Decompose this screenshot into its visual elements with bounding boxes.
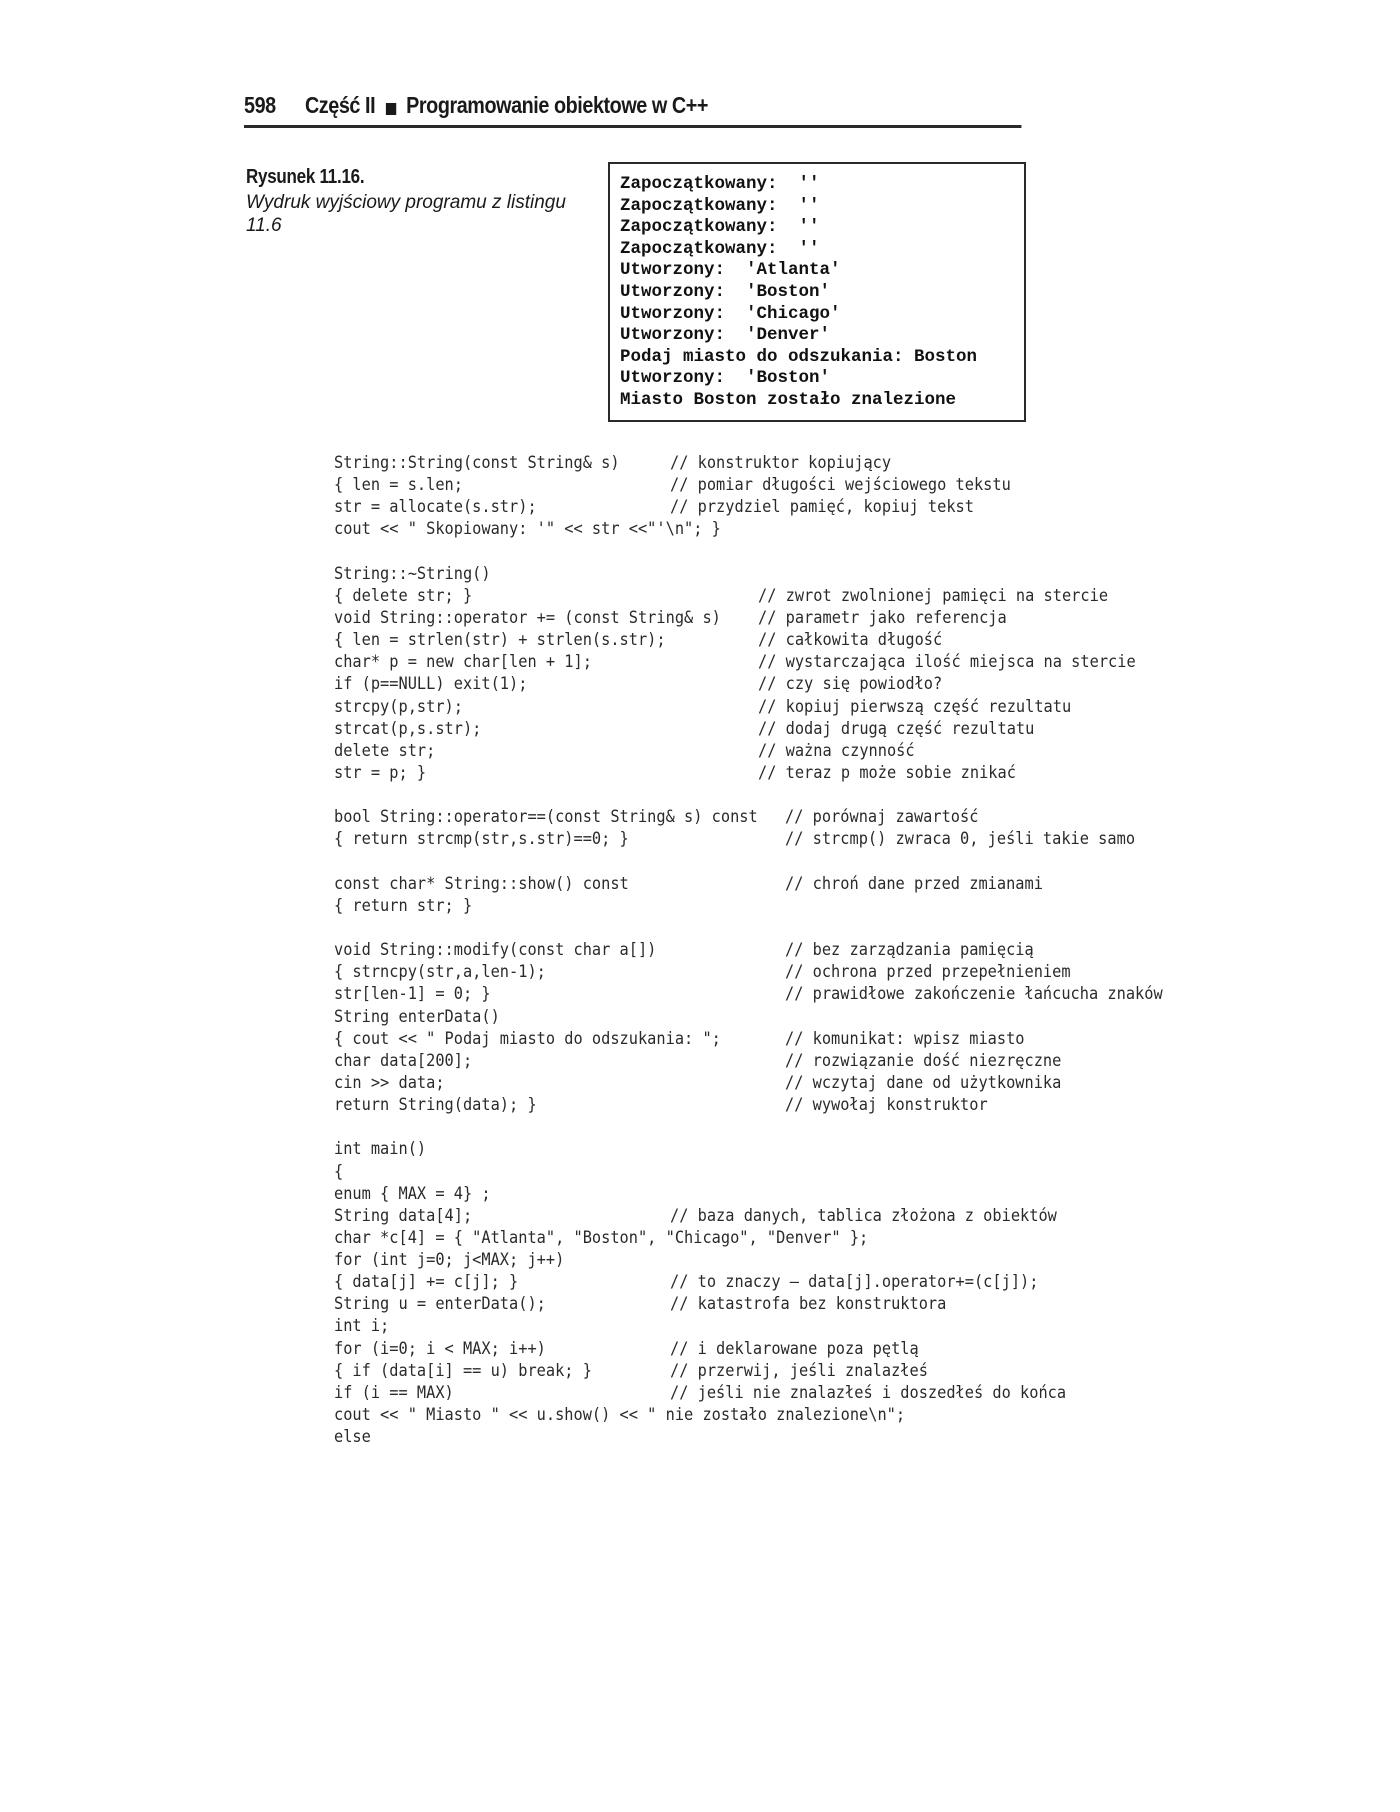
code-text: String data[4];	[334, 1205, 473, 1226]
code-line	[334, 1426, 1214, 1448]
figure-caption	[246, 166, 576, 237]
code-text: char *c[4] = { "Atlanta", "Boston", "Chicago", "Denver" };	[334, 1227, 869, 1248]
code-text: { if (data[i] == u) break; }	[334, 1360, 592, 1381]
code-text: int main()	[334, 1139, 427, 1160]
code-text: { len = s.len;	[334, 475, 463, 496]
code-line	[334, 629, 1214, 651]
code-comment: // i deklarowane poza pętlą	[670, 1338, 919, 1359]
code-line	[334, 1227, 1214, 1249]
code-text: { len = strlen(str) + strlen(s.str);	[334, 630, 666, 651]
code-line	[334, 806, 1214, 828]
code-text: { data[j] += c[j]; }	[334, 1272, 519, 1293]
code-comment: // czy się powiodło?	[758, 674, 943, 695]
code-text: strcpy(p,str);	[334, 696, 463, 717]
code-line	[334, 1404, 1214, 1426]
code-comment: // zwrot zwolnionej pamięci na stercie	[758, 585, 1109, 606]
code-text: { return str; }	[334, 895, 473, 916]
code-comment: // komunikat: wpisz miasto	[785, 1028, 1025, 1049]
code-comment: // chroń dane przed zmianami	[785, 873, 1043, 894]
code-text: str[len-1] = 0; }	[334, 984, 491, 1005]
code-line	[334, 496, 1214, 518]
code-comment: // konstruktor kopiujący	[670, 453, 892, 473]
code-text: else	[334, 1427, 371, 1448]
code-text: for (i=0; i < MAX; i++)	[334, 1338, 546, 1359]
code-text: bool String::operator==(const String& s) const	[334, 807, 758, 828]
code-line	[334, 1006, 1214, 1028]
code-line	[334, 895, 1214, 917]
code-line	[334, 718, 1214, 740]
code-comment: // jeśli nie znalazłeś i doszedłeś do końca	[670, 1382, 1067, 1403]
code-comment: // katastrofa bez konstruktora	[670, 1294, 947, 1315]
page-number: 598	[244, 92, 276, 118]
console-line: Utworzony: 'Chicago'	[620, 303, 841, 324]
code-text: if (p==NULL) exit(1);	[334, 674, 528, 695]
console-line: Utworzony: 'Atlanta'	[620, 260, 841, 281]
code-comment: // ważna czynność	[758, 740, 915, 761]
code-line	[334, 873, 1214, 895]
code-text: strcat(p,s.str);	[334, 718, 482, 739]
page-header	[244, 92, 1021, 128]
code-line	[334, 1271, 1214, 1293]
code-line	[334, 983, 1214, 1005]
console-line: Podaj miasto do odszukania: Boston	[620, 346, 978, 367]
code-text: cin >> data;	[334, 1072, 445, 1093]
console-line: Utworzony: 'Denver'	[620, 325, 831, 346]
figure-description: Wydruk wyjściowy programu z listingu 11.6	[246, 192, 566, 236]
code-comment: // całkowita długość	[758, 630, 943, 651]
code-line	[334, 1338, 1214, 1360]
code-text: String u = enterData();	[334, 1294, 546, 1315]
code-listing	[334, 452, 1214, 1448]
code-line	[334, 1315, 1214, 1337]
chapter-label: Część II	[304, 92, 376, 118]
code-line	[334, 1249, 1214, 1271]
code-line	[334, 1293, 1214, 1315]
code-line	[334, 563, 1214, 585]
code-text: String::~String()	[334, 563, 491, 584]
code-line	[334, 518, 1214, 540]
code-line	[334, 1138, 1214, 1160]
code-line	[334, 917, 1214, 939]
code-comment: // to znaczy – data[j].operator+=(c[j]);	[670, 1272, 1039, 1293]
console-line: Zapoczątkowany: ''	[620, 238, 820, 259]
chapter-title: Programowanie obiektowe w C++	[406, 92, 709, 118]
code-line	[334, 939, 1214, 961]
code-line	[334, 1161, 1214, 1183]
console-line: Zapoczątkowany: ''	[620, 217, 820, 238]
code-comment: // przydziel pamięć, kopiuj tekst	[670, 497, 974, 518]
code-comment: // ochrona przed przepełnieniem	[785, 962, 1071, 983]
code-comment: // rozwiązanie dość niezręczne	[785, 1050, 1062, 1071]
code-text: for (int j=0; j<MAX; j++)	[334, 1250, 565, 1271]
code-line	[334, 740, 1214, 762]
code-comment: // prawidłowe zakończenie łańcucha znaków	[785, 984, 1163, 1005]
code-line	[334, 607, 1214, 629]
code-line	[334, 1382, 1214, 1404]
code-line	[334, 696, 1214, 718]
code-text: str = allocate(s.str);	[334, 497, 537, 518]
code-comment: // strcmp() zwraca 0, jeśli takie samo	[785, 829, 1136, 850]
code-line	[334, 1050, 1214, 1072]
code-comment: // baza danych, tablica złożona z obiektów	[670, 1205, 1057, 1226]
code-text: String enterData()	[334, 1006, 500, 1027]
code-text: char* p = new char[len + 1];	[334, 652, 592, 673]
code-comment: // wczytaj dane od użytkownika	[785, 1072, 1062, 1093]
figure-label: Rysunek 11.16.	[246, 166, 365, 188]
code-comment: // wystarczająca ilość miejsca na stercie	[758, 652, 1136, 673]
code-line	[334, 828, 1214, 850]
code-text: {	[334, 1161, 344, 1182]
console-line: Zapoczątkowany: ''	[620, 195, 820, 216]
code-comment: // parametr jako referencja	[758, 607, 1007, 628]
code-text: enum { MAX = 4} ;	[334, 1183, 491, 1204]
code-line	[334, 851, 1214, 873]
code-line	[334, 1072, 1214, 1094]
code-line	[334, 762, 1214, 784]
code-line	[334, 452, 1214, 474]
code-line	[334, 474, 1214, 496]
code-line	[334, 784, 1214, 806]
code-text: { return strcmp(str,s.str)==0; }	[334, 829, 629, 850]
console-line: Zapoczątkowany: ''	[620, 174, 820, 194]
code-comment: // teraz p może sobie znikać	[758, 762, 1016, 783]
code-comment: // wywołaj konstruktor	[785, 1095, 988, 1116]
code-text: void String::operator += (const String& s)	[334, 607, 721, 628]
code-comment: // przerwij, jeśli znalazłeś	[670, 1360, 928, 1381]
code-text: void String::modify(const char a[])	[334, 940, 657, 961]
code-text: cout << " Skopiowany: '" << str <<"'\n"; }	[334, 519, 721, 540]
console-line: Utworzony: 'Boston'	[620, 281, 831, 302]
code-line	[334, 1028, 1214, 1050]
code-line	[334, 673, 1214, 695]
code-text: delete str;	[334, 740, 436, 761]
code-text: str = p; }	[334, 762, 427, 783]
code-text: { cout << " Podaj miasto do odszukania: ";	[334, 1028, 721, 1049]
code-text: cout << " Miasto " << u.show() << " nie zostało znalezione\n";	[334, 1405, 906, 1426]
code-line	[334, 651, 1214, 673]
code-line	[334, 1094, 1214, 1116]
code-comment: // kopiuj pierwszą część rezultatu	[758, 696, 1072, 717]
code-line	[334, 1116, 1214, 1138]
code-line	[334, 961, 1214, 983]
code-text: String::String(const String& s)	[334, 453, 620, 473]
code-text: char data[200];	[334, 1050, 473, 1071]
console-line: Utworzony: 'Boston'	[620, 368, 831, 389]
console-output-figure	[608, 162, 1026, 422]
code-text: const char* String::show() const	[334, 873, 629, 894]
code-comment: // pomiar długości wejściowego tekstu	[670, 475, 1011, 496]
code-comment: // porównaj zawartość	[785, 807, 979, 828]
code-text: int i;	[334, 1316, 390, 1337]
code-text: { delete str; }	[334, 585, 473, 606]
code-line	[334, 585, 1214, 607]
code-line	[334, 1360, 1214, 1382]
code-line	[334, 541, 1214, 563]
code-line	[334, 1183, 1214, 1205]
code-comment: // bez zarządzania pamięcią	[785, 940, 1034, 961]
code-text: if (i == MAX)	[334, 1382, 454, 1403]
code-text: { strncpy(str,a,len-1);	[334, 962, 546, 983]
square-bullet-icon	[385, 103, 395, 115]
code-text: return String(data); }	[334, 1095, 537, 1116]
code-comment: // dodaj drugą część rezultatu	[758, 718, 1035, 739]
console-line: Miasto Boston zostało znalezione	[620, 389, 957, 410]
code-line	[334, 1205, 1214, 1227]
